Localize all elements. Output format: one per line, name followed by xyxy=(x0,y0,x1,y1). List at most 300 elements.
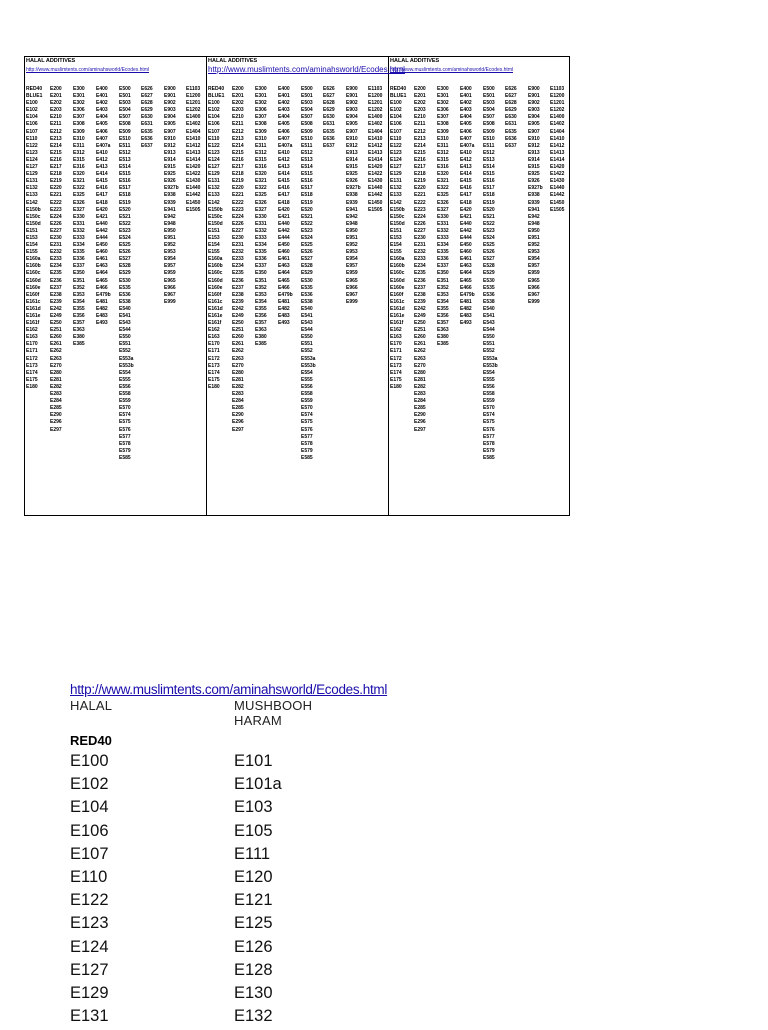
code-cell: E150d xyxy=(208,220,223,227)
code-cell: E237 xyxy=(50,284,62,291)
code-cell: E230 xyxy=(50,234,62,241)
code-cell: E356 xyxy=(437,313,449,319)
code-cell: E636 xyxy=(141,135,153,142)
code-cell: E902 xyxy=(164,100,176,107)
code-cell: E281 xyxy=(50,376,62,383)
code-cell: E201 xyxy=(50,93,62,100)
code-cell: E331 xyxy=(255,220,267,227)
code-cell: E175 xyxy=(390,376,402,383)
code-cell: E357 xyxy=(73,320,85,327)
code-cell: E161e xyxy=(208,313,223,319)
code-cell: E912 xyxy=(528,142,540,149)
code-cell: E493 xyxy=(278,320,290,327)
code-column xyxy=(323,86,335,356)
code-cell xyxy=(505,164,517,171)
code-cell xyxy=(141,185,153,192)
code-cell: E525 xyxy=(483,242,495,249)
code-cell: E926 xyxy=(164,178,176,185)
code-cell: E132 xyxy=(26,185,38,192)
code-cell: E407 xyxy=(278,135,290,142)
code-cell: E251 xyxy=(414,327,426,334)
code-cell: E1402 xyxy=(550,121,565,128)
code-cell: E967 xyxy=(164,291,176,298)
code-cell xyxy=(141,278,153,285)
code-cell: E122 xyxy=(26,142,38,149)
code-cell: E1450 xyxy=(368,199,383,206)
code-cell: E413 xyxy=(96,164,108,171)
code-cell: E941 xyxy=(528,206,540,213)
code-cell: E327 xyxy=(437,206,449,213)
code-cell: E466 xyxy=(96,284,108,291)
panel-title: HALAL ADDITIVES xyxy=(390,58,440,64)
code-cell: E585 xyxy=(483,454,495,461)
code-cell: E509 xyxy=(483,128,495,135)
code-cell xyxy=(505,235,517,242)
code-cell xyxy=(141,171,153,178)
code-cell: E413 xyxy=(460,164,472,171)
code-cell: E335 xyxy=(437,249,449,256)
code-cell: E1412 xyxy=(186,142,201,149)
code-cell: E418 xyxy=(460,199,472,206)
code-cell: E461 xyxy=(278,256,290,263)
code-cell: E417 xyxy=(278,192,290,199)
code-cell: E171 xyxy=(208,348,220,355)
code-cell: E104 xyxy=(390,114,402,121)
code-cell: E627 xyxy=(505,93,517,100)
code-cell: E309 xyxy=(255,128,267,135)
code-cell: E965 xyxy=(164,277,176,284)
code-cell: RED40 xyxy=(390,86,407,92)
code-cell xyxy=(505,214,517,221)
code-cell: E150c xyxy=(390,213,405,220)
code-cell: E953 xyxy=(346,249,358,256)
code-cell: E420 xyxy=(278,206,290,213)
code-cell xyxy=(141,285,153,292)
code-cell xyxy=(505,320,517,327)
code-cell: E574 xyxy=(483,412,495,419)
code-column xyxy=(164,86,179,306)
code-cell: E405 xyxy=(460,121,472,128)
code-column xyxy=(368,86,382,214)
code-cell: E284 xyxy=(414,398,426,405)
code-cell: E325 xyxy=(255,192,267,199)
code-cell: E951 xyxy=(528,234,540,241)
code-cell: E107 xyxy=(208,128,220,135)
code-cell: E460 xyxy=(460,249,472,256)
code-cell: E529 xyxy=(483,270,495,277)
code-cell: E925 xyxy=(528,171,540,178)
code-cell: E635 xyxy=(141,128,153,135)
code-cell: E585 xyxy=(119,454,131,461)
code-cell: E406 xyxy=(460,128,472,135)
code-cell: E100 xyxy=(390,100,402,107)
code-cell: E464 xyxy=(278,270,290,277)
code-cell: E570 xyxy=(119,405,131,412)
code-cell: E283 xyxy=(232,391,244,398)
code-column xyxy=(73,86,85,348)
code-cell: E1404 xyxy=(550,128,565,135)
code-cell: E526 xyxy=(301,249,313,256)
code-cell: E907 xyxy=(528,128,540,135)
code-cell: E444 xyxy=(96,234,108,241)
code-cell: E210 xyxy=(414,114,426,121)
code-cell: E239 xyxy=(414,298,426,305)
code-cell xyxy=(323,242,335,249)
list-item: E106 xyxy=(70,821,109,840)
code-cell: E217 xyxy=(50,164,62,171)
code-cell: E519 xyxy=(483,199,495,206)
code-cell: E503 xyxy=(483,100,495,107)
code-cell: E523 xyxy=(483,227,495,234)
code-cell: E954 xyxy=(164,256,176,263)
code-cell: E1414 xyxy=(550,156,565,163)
code-column xyxy=(301,86,316,462)
code-column xyxy=(255,86,267,348)
code-cell: E223 xyxy=(50,206,62,213)
code-cell: E577 xyxy=(119,433,131,440)
code-cell: E301 xyxy=(73,93,85,100)
code-cell: E127 xyxy=(208,164,220,171)
panel-link[interactable]: http://www.muslimtents.com/aminahsworld/Ecodes.html xyxy=(390,67,514,73)
code-cell: E535 xyxy=(483,284,495,291)
code-cell: E938 xyxy=(164,192,176,199)
code-cell: E630 xyxy=(323,114,335,121)
code-cell: E510 xyxy=(301,135,313,142)
code-cell: E352 xyxy=(73,284,85,291)
code-cell: E249 xyxy=(232,313,244,319)
code-column xyxy=(278,86,293,327)
code-cell: E556 xyxy=(483,383,495,390)
code-cell: E420 xyxy=(460,206,472,213)
code-cell: E218 xyxy=(414,171,426,178)
list-item: E103 xyxy=(234,798,273,817)
code-cell: E333 xyxy=(437,234,449,241)
code-cell: E296 xyxy=(232,419,244,426)
code-cell: E219 xyxy=(232,178,244,185)
code-cell: E553b xyxy=(483,362,498,369)
code-cell: E102 xyxy=(390,107,402,114)
code-cell: E914 xyxy=(164,156,176,163)
ecodes-link[interactable]: http://www.muslimtents.com/aminahsworld/Ecodes.html xyxy=(70,682,388,697)
code-cell: E237 xyxy=(414,284,426,291)
code-cell: E356 xyxy=(73,313,85,319)
code-column xyxy=(483,86,498,462)
code-cell: E578 xyxy=(483,440,495,447)
code-cell xyxy=(505,341,517,348)
panel-1 xyxy=(25,57,207,515)
code-cell: E410 xyxy=(96,149,108,156)
code-cell: E444 xyxy=(278,234,290,241)
code-cell: E150b xyxy=(208,206,223,213)
code-column xyxy=(96,86,111,327)
code-cell: E151 xyxy=(208,227,220,234)
list-item: E125 xyxy=(234,914,273,933)
code-cell: E102 xyxy=(208,107,220,114)
code-cell: E939 xyxy=(528,199,540,206)
code-cell: E170 xyxy=(390,341,402,348)
code-cell: E320 xyxy=(255,171,267,178)
code-cell: E508 xyxy=(119,121,131,128)
code-cell: E948 xyxy=(528,220,540,227)
code-cell: E541 xyxy=(301,313,313,319)
code-cell: E558 xyxy=(301,391,313,398)
code-cell: E520 xyxy=(483,206,495,213)
code-cell: E553a xyxy=(483,355,498,362)
code-cell: E231 xyxy=(50,242,62,249)
code-cell: E407a xyxy=(96,142,111,149)
code-cell: E133 xyxy=(208,192,220,199)
code-cell: E315 xyxy=(73,156,85,163)
code-cell: E461 xyxy=(96,256,108,263)
code-cell: E440 xyxy=(278,220,290,227)
code-cell: E903 xyxy=(528,107,540,114)
code-cell: E334 xyxy=(255,242,267,249)
code-cell: E355 xyxy=(255,305,267,312)
code-cell: E308 xyxy=(255,121,267,128)
code-cell: E270 xyxy=(50,362,62,369)
code-cell: E355 xyxy=(73,305,85,312)
code-cell: E415 xyxy=(460,178,472,185)
code-cell: E309 xyxy=(437,128,449,135)
code-cell: E160f xyxy=(208,291,222,298)
code-cell: E551 xyxy=(301,341,313,348)
code-cell: E203 xyxy=(50,107,62,114)
code-cell: E1413 xyxy=(368,149,383,156)
code-cell: E150c xyxy=(208,213,223,220)
code-cell: E636 xyxy=(505,135,517,142)
code-cell: E952 xyxy=(164,242,176,249)
code-cell: E235 xyxy=(50,270,62,277)
code-cell: E950 xyxy=(164,227,176,234)
code-cell: E551 xyxy=(119,341,131,348)
code-cell: E966 xyxy=(528,284,540,291)
list-item: E127 xyxy=(70,960,109,979)
code-cell: E938 xyxy=(346,192,358,199)
code-cell: E517 xyxy=(301,185,313,192)
code-cell: E493 xyxy=(460,320,472,327)
panel-link[interactable]: http://www.muslimtents.com/aminahsworld/Ecodes.html xyxy=(208,65,405,74)
code-cell: E518 xyxy=(483,192,495,199)
code-cell: E106 xyxy=(26,121,38,128)
code-cell: E284 xyxy=(232,398,244,405)
code-cell: E527 xyxy=(483,256,495,263)
code-cell: E350 xyxy=(255,270,267,277)
code-cell: E162 xyxy=(390,327,402,334)
list-item: E102 xyxy=(70,775,109,794)
code-cell: E558 xyxy=(483,391,495,398)
code-cell: E296 xyxy=(414,419,426,426)
code-cell: E161d xyxy=(208,305,223,312)
code-cell: E336 xyxy=(437,256,449,263)
panel-link[interactable]: http://www.muslimtents.com/aminahsworld/Ecodes.html xyxy=(26,67,150,73)
code-cell: E238 xyxy=(50,291,62,298)
code-cell: E334 xyxy=(73,242,85,249)
code-cell xyxy=(141,341,153,348)
code-cell: E1422 xyxy=(550,171,565,178)
code-cell: E331 xyxy=(437,220,449,227)
list-item: E111 xyxy=(234,844,271,863)
code-cell: E966 xyxy=(346,284,358,291)
code-cell xyxy=(323,334,335,341)
code-cell: E280 xyxy=(414,369,426,376)
code-cell: E1414 xyxy=(186,156,201,163)
code-cell: E957 xyxy=(528,263,540,270)
code-cell: E514 xyxy=(119,164,131,171)
code-cell: E261 xyxy=(50,341,62,348)
code-cell: E1422 xyxy=(186,171,201,178)
code-cell: E1422 xyxy=(368,171,383,178)
code-column xyxy=(528,86,543,306)
code-cell: E212 xyxy=(50,128,62,135)
code-cell: E214 xyxy=(232,142,244,149)
code-cell: E579 xyxy=(301,447,313,454)
code-cell: E904 xyxy=(528,114,540,121)
code-cell: E216 xyxy=(414,156,426,163)
code-cell: E1430 xyxy=(186,178,201,185)
code-cell: E529 xyxy=(301,270,313,277)
code-cell: E233 xyxy=(232,256,244,263)
code-cell: E526 xyxy=(483,249,495,256)
code-cell: E524 xyxy=(483,234,495,241)
code-cell xyxy=(505,207,517,214)
code-cell xyxy=(323,256,335,263)
code-cell: E212 xyxy=(414,128,426,135)
code-cell: E522 xyxy=(483,220,495,227)
code-cell: E550 xyxy=(119,334,131,341)
halal-additives-sheet xyxy=(24,56,570,516)
code-cell: E300 xyxy=(255,86,267,92)
code-cell: E519 xyxy=(301,199,313,206)
code-cell: E310 xyxy=(73,135,85,142)
code-cell: E525 xyxy=(119,242,131,249)
code-cell: E481 xyxy=(96,298,108,305)
panel-title: HALAL ADDITIVES xyxy=(26,58,76,64)
code-cell xyxy=(141,157,153,164)
code-cell: E407 xyxy=(96,135,108,142)
code-column xyxy=(437,86,449,348)
code-cell: E231 xyxy=(414,242,426,249)
code-cell: E927b xyxy=(164,185,179,192)
code-cell: E280 xyxy=(232,369,244,376)
code-cell: E315 xyxy=(437,156,449,163)
code-cell: E283 xyxy=(414,391,426,398)
code-cell: E627 xyxy=(141,93,153,100)
code-cell: E106 xyxy=(390,121,402,128)
code-cell: E174 xyxy=(26,369,38,376)
code-cell: E162 xyxy=(26,327,38,334)
code-cell: E231 xyxy=(232,242,244,249)
code-cell: E629 xyxy=(141,107,153,114)
code-cell: E544 xyxy=(301,327,313,334)
code-cell: E122 xyxy=(208,142,220,149)
code-cell xyxy=(505,285,517,292)
code-cell: E1430 xyxy=(368,178,383,185)
code-cell: E926 xyxy=(346,178,358,185)
code-cell: E226 xyxy=(232,220,244,227)
list-item: E110 xyxy=(70,867,108,886)
code-cell: E412 xyxy=(460,156,472,163)
code-cell: E232 xyxy=(414,249,426,256)
code-cell: E297 xyxy=(414,426,426,433)
code-cell: E106 xyxy=(208,121,220,128)
code-cell: E161c xyxy=(390,298,405,305)
code-cell: E227 xyxy=(414,227,426,234)
code-cell xyxy=(141,320,153,327)
code-cell xyxy=(141,299,153,306)
code-cell: E150d xyxy=(390,220,405,227)
code-cell xyxy=(323,228,335,235)
code-cell: E521 xyxy=(483,213,495,220)
code-cell: E219 xyxy=(50,178,62,185)
code-cell: E1440 xyxy=(550,185,565,192)
code-cell: E553a xyxy=(119,355,134,362)
code-cell: E910 xyxy=(164,135,176,142)
code-cell: E570 xyxy=(483,405,495,412)
code-cell: E330 xyxy=(73,213,85,220)
code-cell: E959 xyxy=(528,270,540,277)
code-cell: E171 xyxy=(26,348,38,355)
code-cell xyxy=(505,221,517,228)
code-cell: E283 xyxy=(50,391,62,398)
code-cell: E965 xyxy=(528,277,540,284)
code-cell: E925 xyxy=(346,171,358,178)
code-cell: E512 xyxy=(483,149,495,156)
code-cell: E327 xyxy=(73,206,85,213)
code-cell: E104 xyxy=(208,114,220,121)
code-cell: E1410 xyxy=(368,135,383,142)
code-cell: E482 xyxy=(460,305,472,312)
code-cell: E465 xyxy=(96,277,108,284)
code-cell: E503 xyxy=(301,100,313,107)
code-cell: E326 xyxy=(437,199,449,206)
code-cell: E402 xyxy=(278,100,290,107)
code-cell: E321 xyxy=(73,178,85,185)
code-cell: E414 xyxy=(460,171,472,178)
code-cell: E410 xyxy=(278,149,290,156)
code-cell: E357 xyxy=(437,320,449,327)
code-cell: E1202 xyxy=(368,107,383,114)
code-cell: E1440 xyxy=(368,185,383,192)
code-cell: E300 xyxy=(73,86,85,92)
code-cell: E353 xyxy=(73,291,85,298)
code-cell: E238 xyxy=(232,291,244,298)
code-cell: E635 xyxy=(323,128,335,135)
code-cell: E326 xyxy=(73,199,85,206)
code-cell: E543 xyxy=(483,320,495,327)
code-cell: E213 xyxy=(232,135,244,142)
code-cell: E1201 xyxy=(186,100,201,107)
code-cell: E967 xyxy=(346,291,358,298)
code-cell: E528 xyxy=(483,263,495,270)
code-cell: E910 xyxy=(346,135,358,142)
code-cell: E202 xyxy=(50,100,62,107)
code-cell: E160e xyxy=(26,284,41,291)
code-cell: E334 xyxy=(437,242,449,249)
code-cell: E401 xyxy=(278,93,290,100)
code-cell: E901 xyxy=(528,93,540,100)
code-cell xyxy=(505,242,517,249)
code-cell: E510 xyxy=(483,135,495,142)
code-column xyxy=(346,86,361,306)
code-cell: E330 xyxy=(255,213,267,220)
code-cell: E552 xyxy=(119,348,131,355)
code-cell: E250 xyxy=(232,320,244,327)
code-cell xyxy=(505,200,517,207)
code-cell: E460 xyxy=(96,249,108,256)
code-cell: E216 xyxy=(50,156,62,163)
list-item: E128 xyxy=(234,960,273,979)
code-cell: E350 xyxy=(73,270,85,277)
